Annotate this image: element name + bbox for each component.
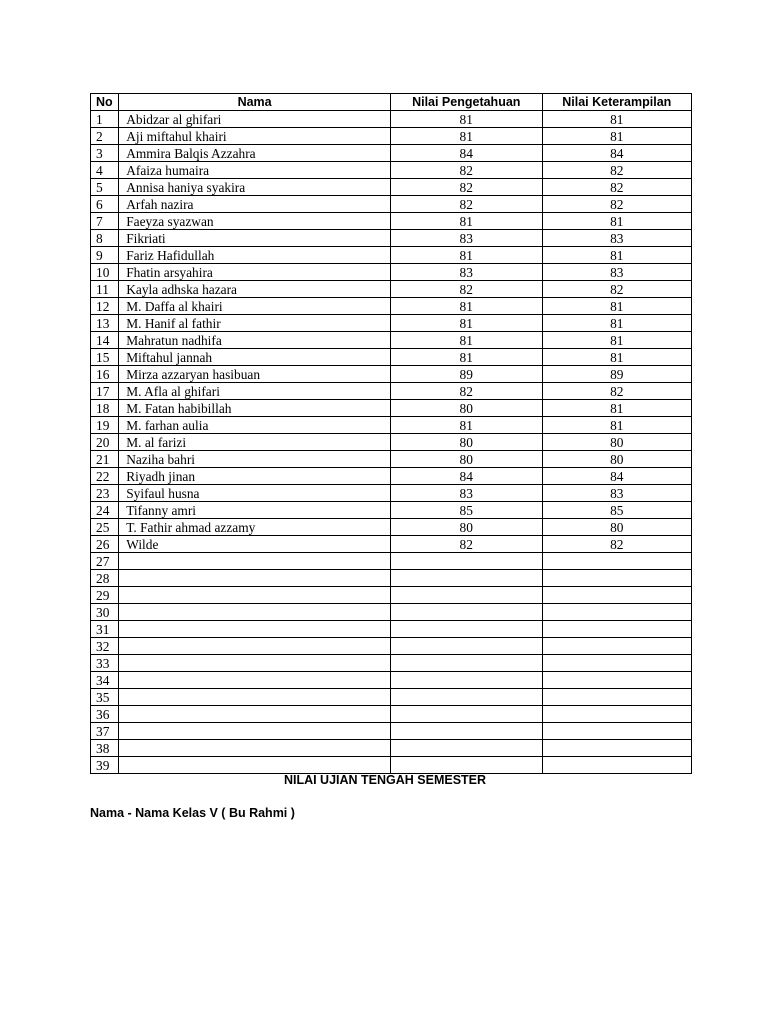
student-name: Naziha bahri bbox=[119, 451, 391, 468]
student-name: Afaiza humaira bbox=[119, 162, 391, 179]
row-number: 15 bbox=[91, 349, 119, 366]
document-title: NILAI UJIAN TENGAH SEMESTER bbox=[283, 773, 487, 787]
table-row bbox=[91, 655, 692, 672]
knowledge-score: 81 bbox=[390, 247, 542, 264]
knowledge-score: 81 bbox=[390, 349, 542, 366]
knowledge-score: 82 bbox=[390, 179, 542, 196]
row-number: 12 bbox=[91, 298, 119, 315]
table-header bbox=[91, 94, 692, 111]
row-number: 21 bbox=[91, 451, 119, 468]
row-number: 27 bbox=[91, 553, 119, 570]
table-row bbox=[91, 672, 692, 689]
student-name bbox=[119, 672, 391, 689]
student-name bbox=[119, 706, 391, 723]
row-number: 13 bbox=[91, 315, 119, 332]
knowledge-score: 82 bbox=[390, 536, 542, 553]
student-name bbox=[119, 587, 391, 604]
skill-score bbox=[542, 621, 691, 638]
student-name bbox=[119, 638, 391, 655]
table-row bbox=[91, 519, 692, 536]
skill-score bbox=[542, 655, 691, 672]
knowledge-score bbox=[390, 621, 542, 638]
row-number: 24 bbox=[91, 502, 119, 519]
table-row bbox=[91, 264, 692, 281]
knowledge-score bbox=[390, 604, 542, 621]
table-row bbox=[91, 315, 692, 332]
student-name: Mirza azzaryan hasibuan bbox=[119, 366, 391, 383]
table-row bbox=[91, 604, 692, 621]
student-name: Fikriati bbox=[119, 230, 391, 247]
skill-score bbox=[542, 757, 691, 774]
table-row bbox=[91, 757, 692, 774]
student-name: M. Afla al ghifari bbox=[119, 383, 391, 400]
student-name: Ammira Balqis Azzahra bbox=[119, 145, 391, 162]
knowledge-score: 82 bbox=[390, 383, 542, 400]
row-number: 29 bbox=[91, 587, 119, 604]
student-name: M. Fatan habibillah bbox=[119, 400, 391, 417]
knowledge-score: 80 bbox=[390, 451, 542, 468]
student-name: M. al farizi bbox=[119, 434, 391, 451]
table-row bbox=[91, 689, 692, 706]
skill-score: 81 bbox=[542, 315, 691, 332]
table-row bbox=[91, 740, 692, 757]
skill-score: 80 bbox=[542, 451, 691, 468]
row-number: 9 bbox=[91, 247, 119, 264]
skill-score: 84 bbox=[542, 145, 691, 162]
table-row bbox=[91, 111, 692, 128]
knowledge-score: 85 bbox=[390, 502, 542, 519]
skill-score bbox=[542, 672, 691, 689]
skill-score: 80 bbox=[542, 519, 691, 536]
row-number: 16 bbox=[91, 366, 119, 383]
header-skill-score: Nilai Keterampilan bbox=[542, 94, 691, 111]
student-name bbox=[119, 553, 391, 570]
knowledge-score: 81 bbox=[390, 315, 542, 332]
student-name: Riyadh jinan bbox=[119, 468, 391, 485]
knowledge-score bbox=[390, 757, 542, 774]
document-subtitle: Nama - Nama Kelas V ( Bu Rahmi ) bbox=[90, 806, 295, 820]
knowledge-score bbox=[390, 740, 542, 757]
table-row bbox=[91, 468, 692, 485]
knowledge-score: 81 bbox=[390, 128, 542, 145]
knowledge-score: 84 bbox=[390, 145, 542, 162]
table-row bbox=[91, 162, 692, 179]
student-name: Tifanny amri bbox=[119, 502, 391, 519]
row-number: 2 bbox=[91, 128, 119, 145]
skill-score bbox=[542, 706, 691, 723]
row-number: 1 bbox=[91, 111, 119, 128]
row-number: 38 bbox=[91, 740, 119, 757]
table-row bbox=[91, 706, 692, 723]
skill-score bbox=[542, 740, 691, 757]
skill-score: 89 bbox=[542, 366, 691, 383]
skill-score bbox=[542, 689, 691, 706]
row-number: 17 bbox=[91, 383, 119, 400]
skill-score: 80 bbox=[542, 434, 691, 451]
table-row bbox=[91, 621, 692, 638]
table-row bbox=[91, 230, 692, 247]
row-number: 31 bbox=[91, 621, 119, 638]
skill-score: 82 bbox=[542, 196, 691, 213]
table-row bbox=[91, 366, 692, 383]
table-row bbox=[91, 179, 692, 196]
student-name bbox=[119, 723, 391, 740]
student-name: Fhatin arsyahira bbox=[119, 264, 391, 281]
row-number: 28 bbox=[91, 570, 119, 587]
skill-score: 82 bbox=[542, 383, 691, 400]
skill-score bbox=[542, 604, 691, 621]
skill-score: 81 bbox=[542, 349, 691, 366]
table-row bbox=[91, 536, 692, 553]
row-number: 20 bbox=[91, 434, 119, 451]
row-number: 35 bbox=[91, 689, 119, 706]
student-name bbox=[119, 689, 391, 706]
skill-score: 82 bbox=[542, 281, 691, 298]
row-number: 14 bbox=[91, 332, 119, 349]
knowledge-score: 81 bbox=[390, 332, 542, 349]
row-number: 19 bbox=[91, 417, 119, 434]
table-row bbox=[91, 485, 692, 502]
knowledge-score bbox=[390, 689, 542, 706]
skill-score: 81 bbox=[542, 332, 691, 349]
row-number: 23 bbox=[91, 485, 119, 502]
row-number: 5 bbox=[91, 179, 119, 196]
skill-score: 85 bbox=[542, 502, 691, 519]
table-row bbox=[91, 638, 692, 655]
student-name: Wilde bbox=[119, 536, 391, 553]
table-row bbox=[91, 400, 692, 417]
skill-score bbox=[542, 553, 691, 570]
row-number: 4 bbox=[91, 162, 119, 179]
student-name bbox=[119, 757, 391, 774]
table-row bbox=[91, 298, 692, 315]
table-body bbox=[91, 111, 692, 774]
student-name: Abidzar al ghifari bbox=[119, 111, 391, 128]
student-name: M. Hanif al fathir bbox=[119, 315, 391, 332]
knowledge-score bbox=[390, 638, 542, 655]
header-knowledge-score: Nilai Pengetahuan bbox=[390, 94, 542, 111]
knowledge-score: 83 bbox=[390, 485, 542, 502]
skill-score: 81 bbox=[542, 247, 691, 264]
skill-score bbox=[542, 638, 691, 655]
knowledge-score bbox=[390, 587, 542, 604]
row-number: 25 bbox=[91, 519, 119, 536]
knowledge-score: 82 bbox=[390, 281, 542, 298]
row-number: 10 bbox=[91, 264, 119, 281]
table-row bbox=[91, 434, 692, 451]
header-no: No bbox=[91, 94, 119, 111]
knowledge-score: 84 bbox=[390, 468, 542, 485]
skill-score: 81 bbox=[542, 111, 691, 128]
skill-score: 81 bbox=[542, 128, 691, 145]
knowledge-score: 80 bbox=[390, 519, 542, 536]
knowledge-score: 82 bbox=[390, 162, 542, 179]
grades-table bbox=[90, 93, 692, 774]
skill-score: 83 bbox=[542, 230, 691, 247]
row-number: 6 bbox=[91, 196, 119, 213]
skill-score: 84 bbox=[542, 468, 691, 485]
skill-score: 81 bbox=[542, 400, 691, 417]
row-number: 30 bbox=[91, 604, 119, 621]
skill-score: 82 bbox=[542, 162, 691, 179]
skill-score bbox=[542, 723, 691, 740]
student-name: Kayla adhska hazara bbox=[119, 281, 391, 298]
knowledge-score bbox=[390, 723, 542, 740]
skill-score: 81 bbox=[542, 417, 691, 434]
student-name: Mahratun nadhifa bbox=[119, 332, 391, 349]
table-row bbox=[91, 349, 692, 366]
knowledge-score: 89 bbox=[390, 366, 542, 383]
knowledge-score: 81 bbox=[390, 417, 542, 434]
knowledge-score: 83 bbox=[390, 230, 542, 247]
student-name: Faeyza syazwan bbox=[119, 213, 391, 230]
skill-score: 82 bbox=[542, 536, 691, 553]
skill-score bbox=[542, 570, 691, 587]
student-name bbox=[119, 570, 391, 587]
table-row bbox=[91, 502, 692, 519]
table-row bbox=[91, 553, 692, 570]
row-number: 32 bbox=[91, 638, 119, 655]
row-number: 37 bbox=[91, 723, 119, 740]
table-row bbox=[91, 145, 692, 162]
row-number: 18 bbox=[91, 400, 119, 417]
table-row bbox=[91, 128, 692, 145]
knowledge-score: 81 bbox=[390, 298, 542, 315]
table-row bbox=[91, 417, 692, 434]
row-number: 8 bbox=[91, 230, 119, 247]
student-name bbox=[119, 655, 391, 672]
knowledge-score: 81 bbox=[390, 111, 542, 128]
student-name: M. farhan aulia bbox=[119, 417, 391, 434]
knowledge-score: 80 bbox=[390, 400, 542, 417]
student-name bbox=[119, 740, 391, 757]
knowledge-score: 83 bbox=[390, 264, 542, 281]
student-name: Fariz Hafidullah bbox=[119, 247, 391, 264]
student-name: Miftahul jannah bbox=[119, 349, 391, 366]
knowledge-score bbox=[390, 672, 542, 689]
table-row bbox=[91, 723, 692, 740]
row-number: 11 bbox=[91, 281, 119, 298]
knowledge-score: 80 bbox=[390, 434, 542, 451]
table-row bbox=[91, 247, 692, 264]
row-number: 22 bbox=[91, 468, 119, 485]
student-name bbox=[119, 621, 391, 638]
header-name: Nama bbox=[119, 94, 391, 111]
student-name: Syifaul husna bbox=[119, 485, 391, 502]
skill-score: 82 bbox=[542, 179, 691, 196]
row-number: 34 bbox=[91, 672, 119, 689]
skill-score: 81 bbox=[542, 298, 691, 315]
row-number: 36 bbox=[91, 706, 119, 723]
table-row bbox=[91, 213, 692, 230]
table-row bbox=[91, 196, 692, 213]
skill-score: 83 bbox=[542, 485, 691, 502]
student-name bbox=[119, 604, 391, 621]
knowledge-score: 82 bbox=[390, 196, 542, 213]
student-name: Arfah nazira bbox=[119, 196, 391, 213]
student-name: M. Daffa al khairi bbox=[119, 298, 391, 315]
header-row bbox=[91, 94, 692, 111]
student-name: T. Fathir ahmad azzamy bbox=[119, 519, 391, 536]
table-row bbox=[91, 332, 692, 349]
row-number: 39 bbox=[91, 757, 119, 774]
row-number: 3 bbox=[91, 145, 119, 162]
knowledge-score bbox=[390, 706, 542, 723]
row-number: 26 bbox=[91, 536, 119, 553]
table-row bbox=[91, 587, 692, 604]
knowledge-score bbox=[390, 570, 542, 587]
table-row bbox=[91, 281, 692, 298]
table-row bbox=[91, 451, 692, 468]
skill-score: 83 bbox=[542, 264, 691, 281]
row-number: 7 bbox=[91, 213, 119, 230]
knowledge-score: 81 bbox=[390, 213, 542, 230]
student-name: Aji miftahul khairi bbox=[119, 128, 391, 145]
knowledge-score bbox=[390, 655, 542, 672]
knowledge-score bbox=[390, 553, 542, 570]
skill-score: 81 bbox=[542, 213, 691, 230]
row-number: 33 bbox=[91, 655, 119, 672]
skill-score bbox=[542, 587, 691, 604]
table-row bbox=[91, 383, 692, 400]
student-name: Annisa haniya syakira bbox=[119, 179, 391, 196]
table-row bbox=[91, 570, 692, 587]
